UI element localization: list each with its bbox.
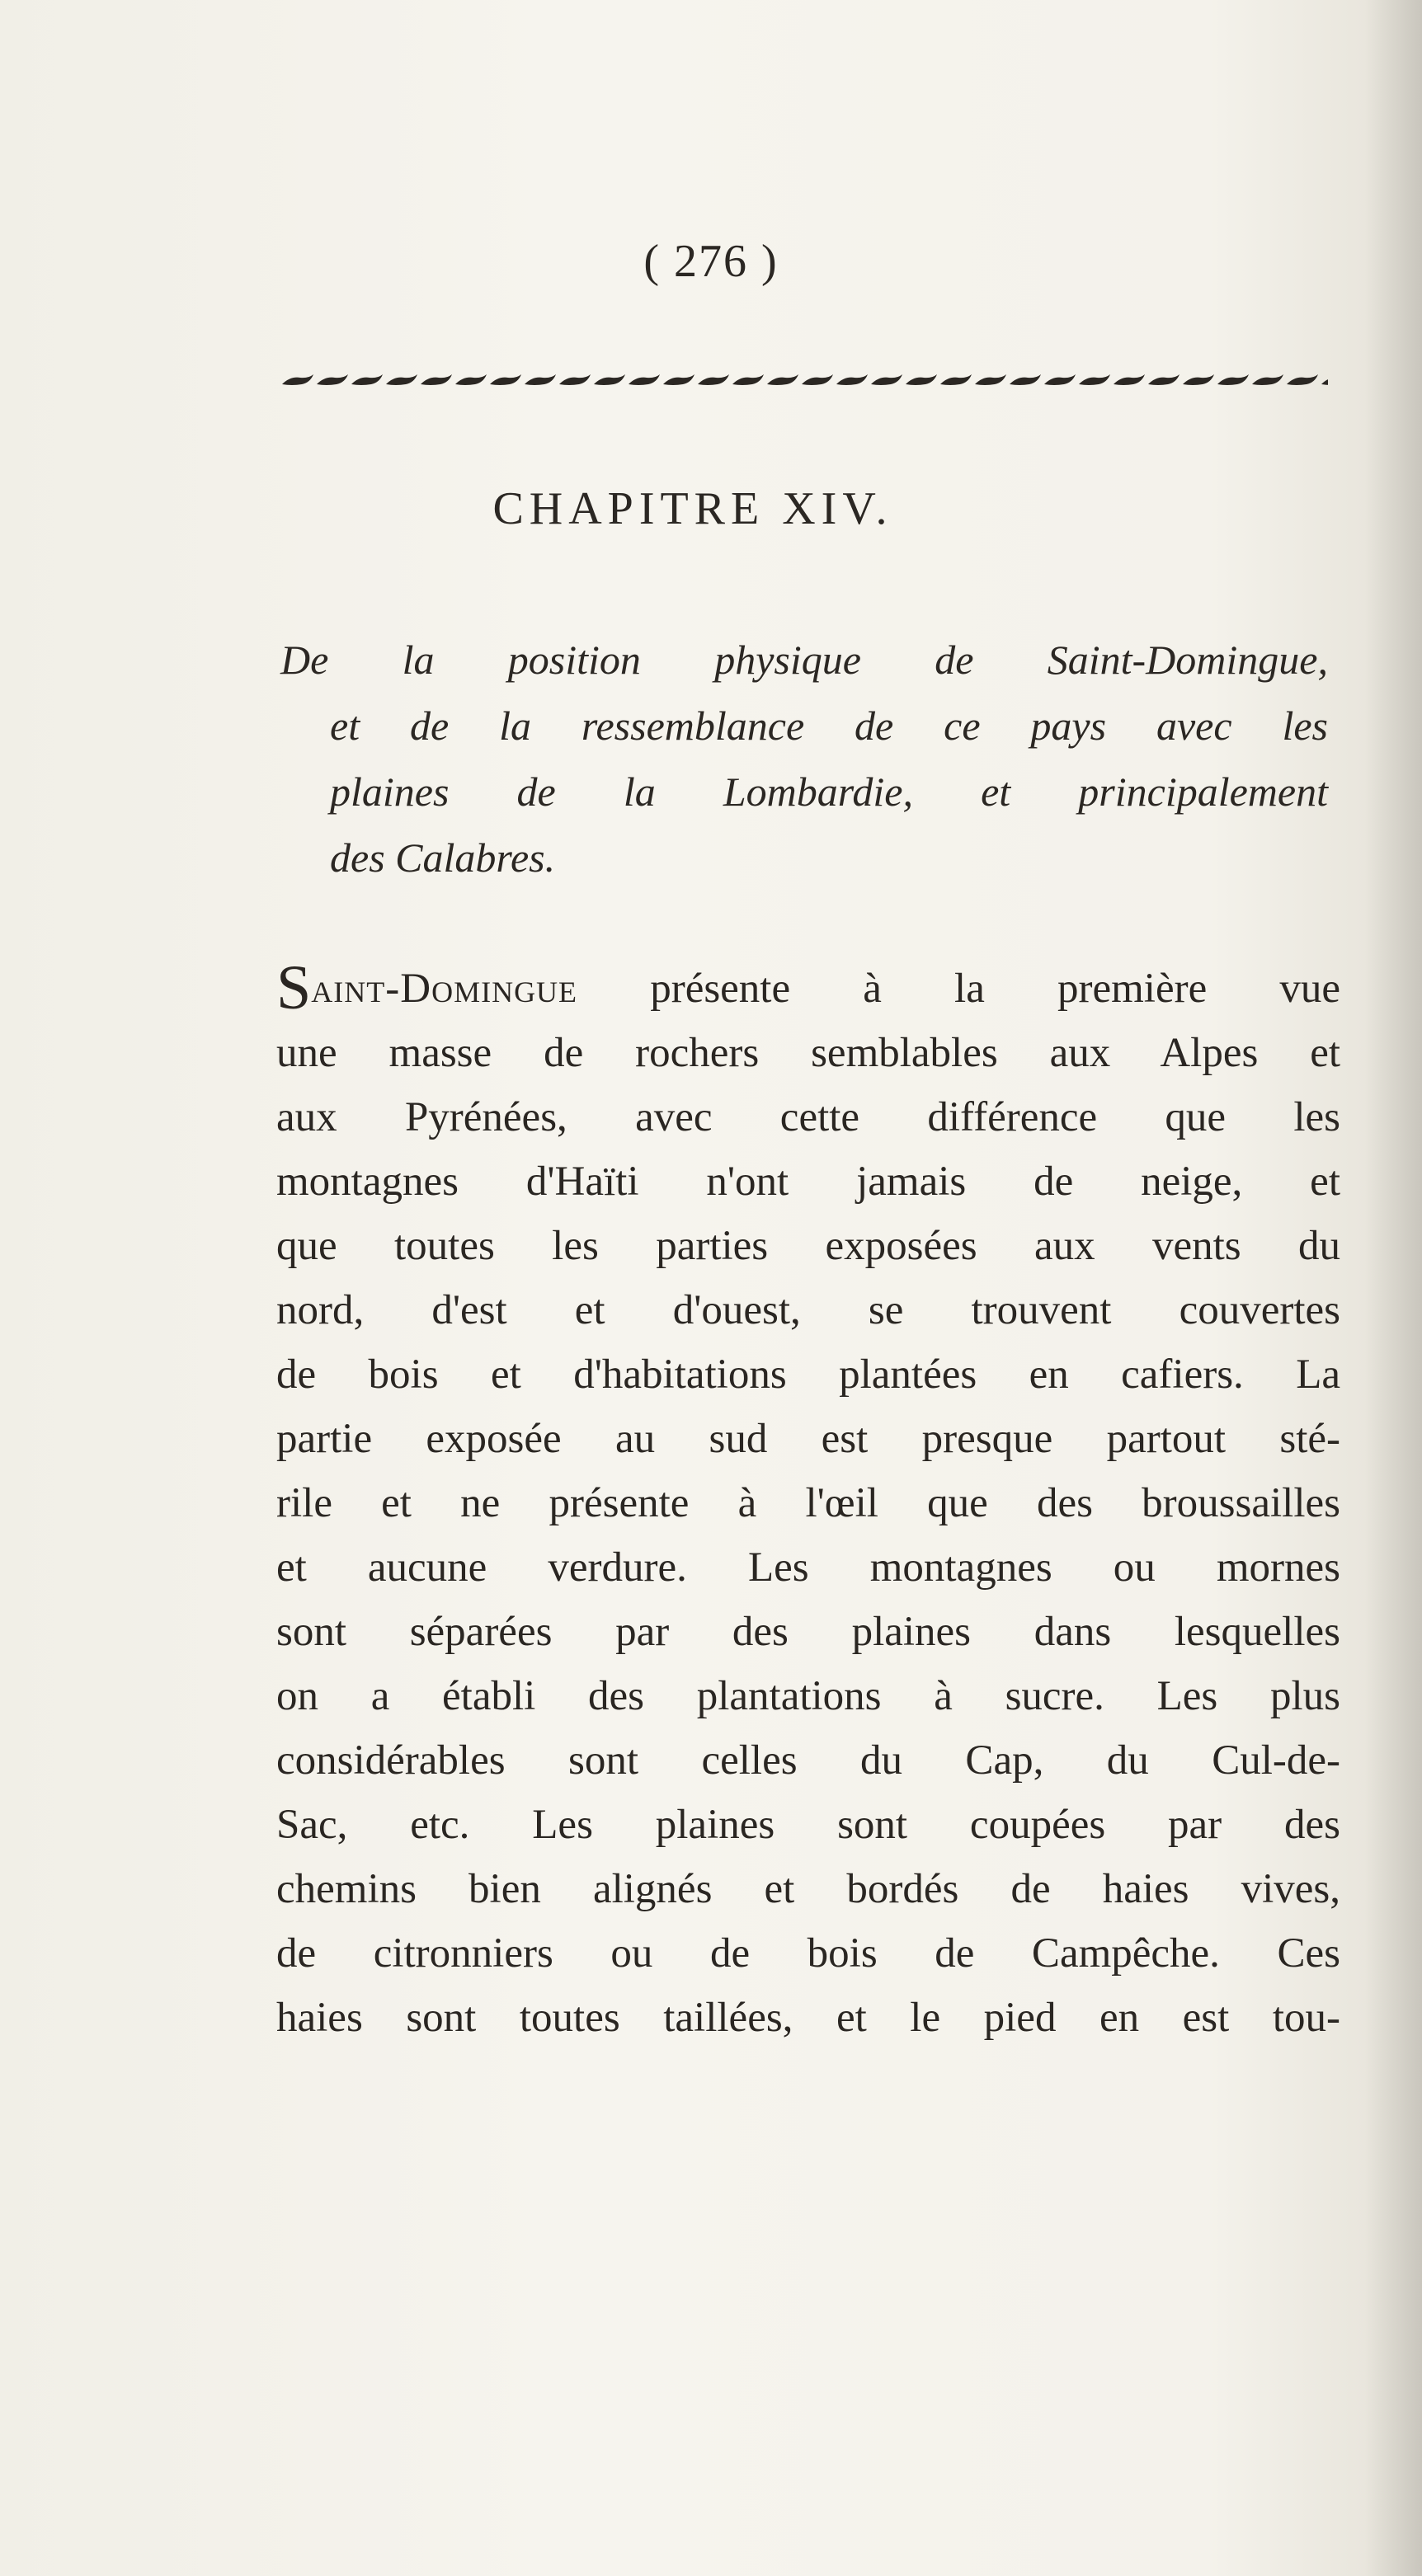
- body-line: de citronniers ou de bois de Campêche. Ces: [276, 1930, 1340, 1977]
- chapter-subtitle: [280, 627, 1328, 891]
- subtitle-line: et de la ressemblance de ce pays avec les: [330, 703, 1328, 749]
- body-line: que toutes les parties exposées aux vents du: [276, 1223, 1340, 1269]
- subtitle-line: De la position physique de Saint-Domingue,: [280, 637, 1328, 683]
- ornamental-rule: [280, 369, 1328, 393]
- body-line: de bois et d'habitations plantées en cafiers. La: [276, 1351, 1340, 1398]
- body-line: rile et ne présente à l'œil que des broussailles: [276, 1480, 1340, 1526]
- page-edge-shadow: [1364, 0, 1422, 2576]
- body-line: partie exposée au sud est presque partout sté-: [276, 1416, 1340, 1462]
- body-line: Sac, etc. Les plaines sont coupées par des: [276, 1802, 1340, 1848]
- body-text: [276, 953, 1340, 2050]
- chapter-title: CHAPITRE XIV.: [492, 483, 893, 534]
- body-line-first: [276, 953, 1340, 1022]
- subtitle-line: des Calabres.: [330, 834, 556, 881]
- subtitle-line: plaines de la Lombardie, et principalement: [330, 769, 1328, 815]
- body-line: montagnes d'Haïti n'ont jamais de neige, et: [276, 1159, 1340, 1205]
- body-line: considérables sont celles du Cap, du Cul-de-: [276, 1737, 1340, 1784]
- body-line: on a établi des plantations à sucre. Les plus: [276, 1673, 1340, 1719]
- body-line: sont séparées par des plaines dans lesquelles: [276, 1609, 1340, 1655]
- body-line: haies sont toutes taillées, et le pied en est tou-: [276, 1995, 1340, 2041]
- drop-cap: S: [276, 953, 312, 1022]
- body-line: chemins bien alignés et bordés de haies vives,: [276, 1866, 1340, 1912]
- body-line: une masse de rochers semblables aux Alpes et: [276, 1030, 1340, 1076]
- opening-word: aint-Domingue: [311, 966, 578, 1012]
- page-number: ( 276 ): [643, 236, 779, 287]
- body-line: et aucune verdure. Les montagnes ou mornes: [276, 1544, 1340, 1591]
- body-line: aux Pyrénées, avec cette différence que les: [276, 1094, 1340, 1140]
- body-line: nord, d'est et d'ouest, se trouvent couvertes: [276, 1287, 1340, 1333]
- first-line-rest: présente à la première vue: [577, 966, 1340, 1012]
